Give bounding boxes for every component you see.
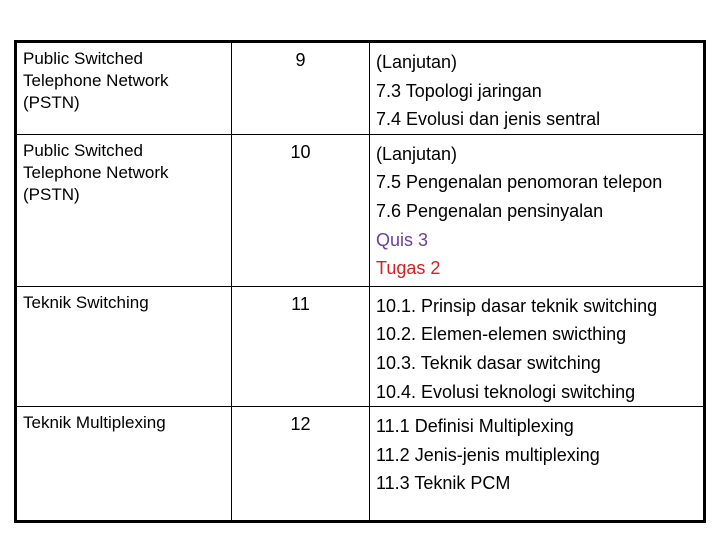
assignment-item: Tugas 2 (376, 258, 441, 279)
quiz-item: Quis 3 (376, 229, 429, 250)
detail-line: 11.2 Jenis-jenis multiplexing (376, 444, 600, 465)
detail-line: (Lanjutan) (376, 52, 458, 72)
topic-line: (PSTN) (23, 93, 80, 112)
detail-line: 10.1. Prinsip dasar teknik switching (376, 295, 658, 316)
syllabus-sheet (14, 40, 706, 523)
week-number-cell (232, 286, 370, 406)
detail-cell (370, 407, 704, 521)
topic-line: Telephone Network (23, 162, 169, 182)
topic-line: Telephone Network (23, 71, 169, 90)
table-row (17, 286, 704, 406)
detail-line: 10.3. Teknik dasar switching (376, 352, 601, 373)
detail-line: 10.4. Evolusi teknologi switching (376, 381, 636, 402)
topic-line: (PSTN) (23, 184, 80, 204)
topic-line: Public Switched (23, 140, 144, 160)
topic-line: Public Switched (23, 49, 144, 68)
detail-line: 11.3 Teknik PCM (376, 473, 511, 494)
week-number-cell (232, 407, 370, 521)
detail-line: 7.6 Pengenalan pensinyalan (376, 200, 604, 221)
week-number-cell (232, 134, 370, 286)
detail-line: 10.2. Elemen-elemen swicthing (376, 324, 627, 345)
detail-cell (370, 43, 704, 135)
table-row (17, 134, 704, 286)
week-number: 11 (291, 293, 310, 314)
topic-line: Teknik Multiplexing (23, 413, 166, 433)
detail-line: 11.1 Definisi Multiplexing (376, 416, 574, 437)
detail-line: 7.3 Topologi jaringan (376, 80, 542, 101)
topic-cell (17, 286, 232, 406)
week-number: 9 (295, 50, 306, 70)
topic-cell (17, 43, 232, 135)
table-row (17, 407, 704, 521)
detail-line: 7.4 Evolusi dan jenis sentral (376, 109, 601, 130)
syllabus-table-body (17, 43, 704, 521)
detail-line: (Lanjutan) (376, 143, 458, 164)
week-number: 10 (290, 141, 311, 162)
syllabus-table (16, 42, 704, 521)
topic-line: Teknik Switching (23, 292, 149, 312)
week-number-cell (232, 43, 370, 135)
table-row (17, 43, 704, 135)
detail-line: 7.5 Pengenalan penomoran telepon (376, 172, 663, 193)
topic-cell (17, 407, 232, 521)
week-number: 12 (290, 414, 311, 435)
detail-cell (370, 286, 704, 406)
detail-cell (370, 134, 704, 286)
topic-cell (17, 134, 232, 286)
